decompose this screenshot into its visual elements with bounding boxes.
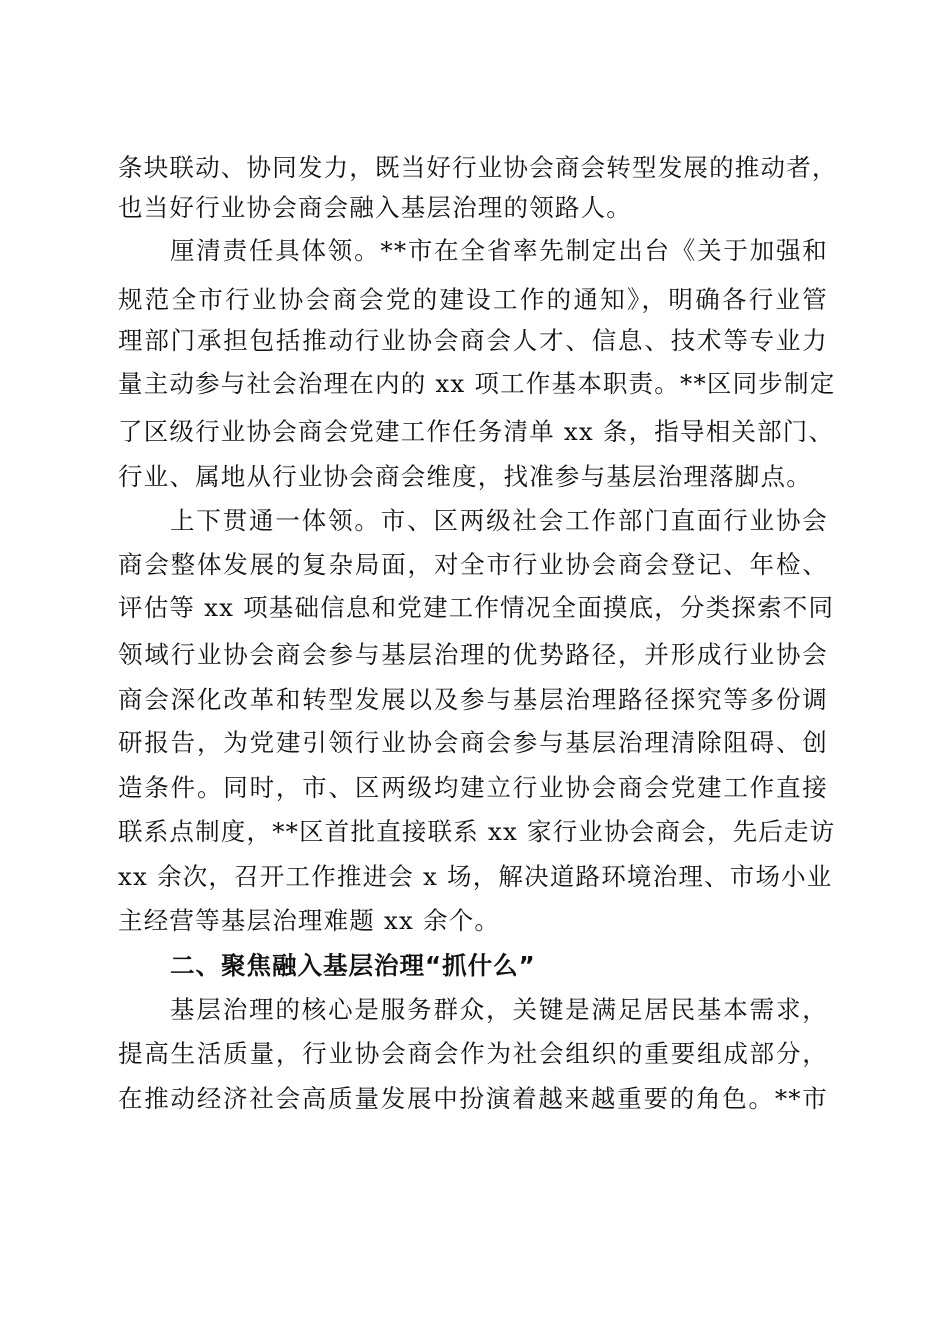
text-line: 上下贯通一体领。市、区两级社会工作部门直面行业协会 (170, 506, 828, 535)
section-heading: 二、聚焦融入基层治理“抓什么” (170, 951, 536, 980)
text-line: 在推动经济社会高质量发展中扮演着越来越重要的角色。**市 (118, 1084, 828, 1113)
text-line: 提高生活质量，行业协会商会作为社会组织的重要组成部分， (118, 1039, 828, 1068)
text-line: 联系点制度，**区首批直接联系 xx 家行业协会商会，先后走访 (118, 817, 836, 846)
text-line: 理部门承担包括推动行业协会商会人才、信息、技术等专业力 (118, 326, 828, 355)
text-line: 基层治理的核心是服务群众，关键是满足居民基本需求， (170, 995, 828, 1024)
text-line: 主经营等基层治理难题 xx 余个。 (118, 906, 501, 935)
text-line: 条块联动、协同发力，既当好行业协会商会转型发展的推动者， (118, 153, 838, 182)
text-line: 造条件。同时，市、区两级均建立行业协会商会党建工作直接 (118, 773, 828, 802)
text-line: 量主动参与社会治理在内的 xx 项工作基本职责。**区同步制定 (118, 369, 836, 398)
text-line: 评估等 xx 项基础信息和党建工作情况全面摸底，分类探索不同 (118, 593, 835, 622)
text-line: xx 余次，召开工作推进会 x 场，解决道路环境治理、市场小业 (118, 862, 833, 891)
text-line: 领域行业协会商会参与基层治理的优势路径，并形成行业协会 (118, 640, 828, 669)
text-line: 厘清责任具体领。**市在全省率先制定出台《关于加强和 (170, 236, 828, 265)
text-line: 也当好行业协会商会融入基层治理的领路人。 (118, 193, 632, 222)
text-line: 规范全市行业协会商会党的建设工作的通知》，明确各行业管 (118, 285, 828, 314)
text-line: 商会整体发展的复杂局面，对全市行业协会商会登记、年检、 (118, 550, 828, 579)
text-line: 商会深化改革和转型发展以及参与基层治理路径探究等多份调 (118, 685, 828, 714)
text-line: 了区级行业协会商会党建工作任务清单 xx 条，指导相关部门、 (118, 417, 835, 446)
text-line: 研报告，为党建引领行业协会商会参与基层治理清除阻碍、创 (118, 728, 828, 757)
text-line: 行业、属地从行业协会商会维度，找准参与基层治理落脚点。 (118, 462, 812, 491)
